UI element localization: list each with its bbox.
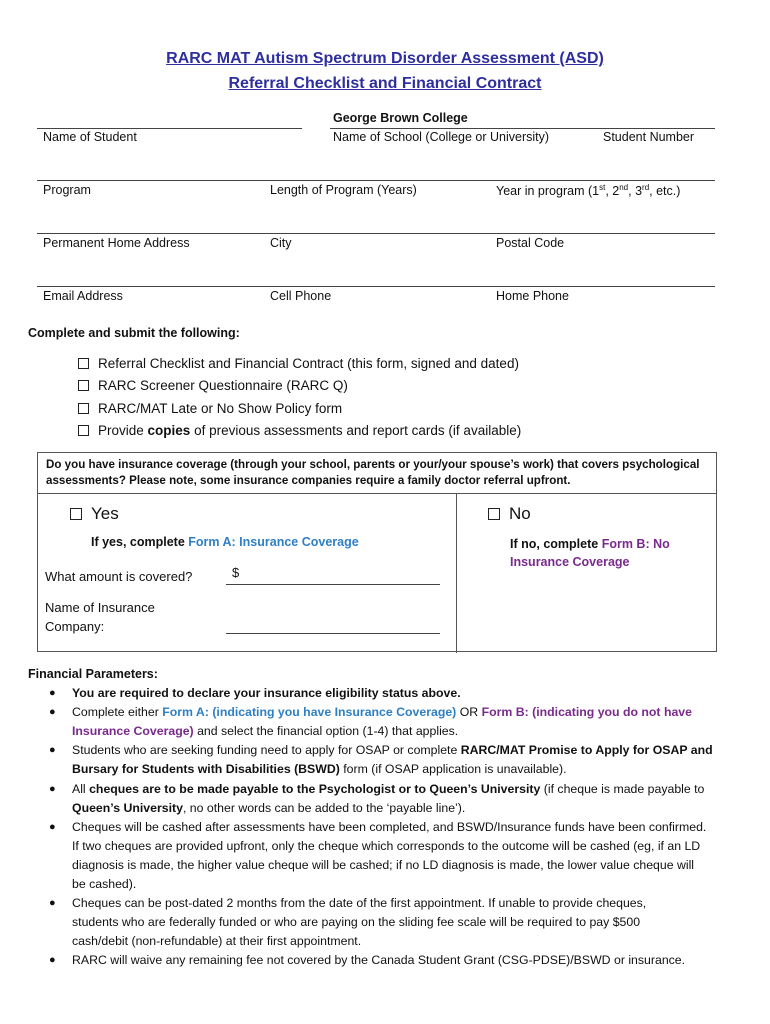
insurance-question: Do you have insurance coverage (through your school, parents or your/your spouse’s work) that covers psychological assessments? Please note, some insurance companies require a family doctor referral upfront. xyxy=(46,458,700,487)
dollar-sign: $ xyxy=(232,565,240,580)
student-number-label: Student Number xyxy=(603,130,695,144)
student-name-line[interactable] xyxy=(37,128,302,129)
insurance-box xyxy=(37,452,717,652)
complete-heading: Complete and submit the following: xyxy=(28,326,240,340)
financial-heading: Financial Parameters: xyxy=(28,667,158,681)
financial-item-osap: Students who are seeking funding need to apply for OSAP or complete RARC/MAT Promise to Apply for OSAP and Bursary for Students with Disabilities (BSWD) form (if OSAP application is unavailable). xyxy=(72,743,713,776)
checkbox-icon[interactable] xyxy=(78,403,89,414)
address-line[interactable] xyxy=(37,233,715,234)
insurance-yes-option[interactable]: Yes xyxy=(70,504,119,524)
bullet-icon: ● xyxy=(49,744,56,756)
home-phone-label: Home Phone xyxy=(496,289,569,303)
checkbox-icon[interactable] xyxy=(78,358,89,369)
bullet-icon: ● xyxy=(49,783,56,795)
insurer-name-label: Name of Insurance Company: xyxy=(45,600,155,634)
checkbox-icon[interactable] xyxy=(78,425,89,436)
insurance-no-option[interactable]: No xyxy=(488,504,531,524)
checkbox-icon[interactable] xyxy=(488,508,500,520)
financial-item-forms: Complete either Form A: (indicating you have Insurance Coverage) OR Form B: (indicating you do not have Insurance Coverage) and select the financial option (1-4) that applies. xyxy=(72,705,692,738)
financial-item-cashing: Cheques will be cashed after assessments have been completed, and BSWD/Insurance funds have been confirmed. If two cheques are provided upfront, only the cheque which corresponds to the outcome will be cashed (eg, if an LD diagnosis is made, the higher value cheque will be cashed; if no LD diagnosis is made, the lower value cheque will be cashed). xyxy=(72,820,707,891)
form-subtitle: Referral Checklist and Financial Contract xyxy=(228,75,542,92)
program-label: Program xyxy=(43,183,91,197)
bullet-icon: ● xyxy=(49,687,56,699)
insurance-divider xyxy=(38,493,716,494)
program-line[interactable] xyxy=(37,180,715,181)
form-a-link[interactable]: Form A: Insurance Coverage xyxy=(188,535,359,549)
financial-item-postdated: Cheques can be post-dated 2 months from the date of the first appointment. If unable to provide cheques, students who are federally funded or who are paying on the sliding fee scale will be required to pay $500 cash/debit (non-refundable) at their first appointment. xyxy=(72,896,647,948)
school-name-label: Name of School (College or University) xyxy=(333,130,550,144)
student-name-label: Name of Student xyxy=(43,130,137,144)
email-label: Email Address xyxy=(43,289,123,303)
cell-phone-label: Cell Phone xyxy=(270,289,332,303)
financial-item-payable: All cheques are to be made payable to the Psychologist or to Queen’s University (if cheque is made payable to Queen’s University, no other words can be added to the ‘payable line’). xyxy=(72,782,705,815)
amount-covered-field[interactable] xyxy=(226,584,440,585)
amount-covered-label: What amount is covered? xyxy=(45,569,193,584)
form-b-link[interactable]: Form B: No xyxy=(601,537,670,551)
school-name-line[interactable] xyxy=(330,128,715,129)
yes-instruction: If yes, complete Form A: Insurance Coverage xyxy=(91,535,359,549)
insurer-name-field[interactable] xyxy=(226,633,440,634)
financial-item-declare: You are required to declare your insurance eligibility status above. xyxy=(72,686,461,700)
checklist-item-policy[interactable]: RARC/MAT Late or No Show Policy form xyxy=(78,401,342,416)
insurance-vertical-divider xyxy=(456,493,457,653)
postal-code-label: Postal Code xyxy=(496,236,565,250)
checklist-item-screener[interactable]: RARC Screener Questionnaire (RARC Q) xyxy=(78,378,348,393)
contact-line[interactable] xyxy=(37,286,715,287)
checklist-item-contract[interactable]: Referral Checklist and Financial Contract (this form, signed and dated) xyxy=(78,356,519,371)
checklist-item-copies[interactable]: Provide copies of previous assessments and report cards (if available) xyxy=(78,423,521,438)
year-in-program-label: Year in program (1st, 2nd, 3rd, etc.) xyxy=(496,183,681,199)
school-value: George Brown College xyxy=(333,111,468,125)
no-instruction: If no, complete Form B: No Insurance Coverage xyxy=(510,537,670,569)
bullet-icon: ● xyxy=(49,897,56,909)
bullet-icon: ● xyxy=(49,706,56,718)
home-address-label: Permanent Home Address xyxy=(43,236,190,250)
program-length-label: Length of Program (Years) xyxy=(270,183,417,197)
bullet-icon: ● xyxy=(49,954,56,966)
checkbox-icon[interactable] xyxy=(70,508,82,520)
form-title: RARC MAT Autism Spectrum Disorder Assessment (ASD) xyxy=(166,50,604,67)
checkbox-icon[interactable] xyxy=(78,380,89,391)
financial-item-waive: RARC will waive any remaining fee not covered by the Canada Student Grant (CSG-PDSE)/BSWD or insurance. xyxy=(72,953,686,967)
city-label: City xyxy=(270,236,292,250)
bullet-icon: ● xyxy=(49,821,56,833)
